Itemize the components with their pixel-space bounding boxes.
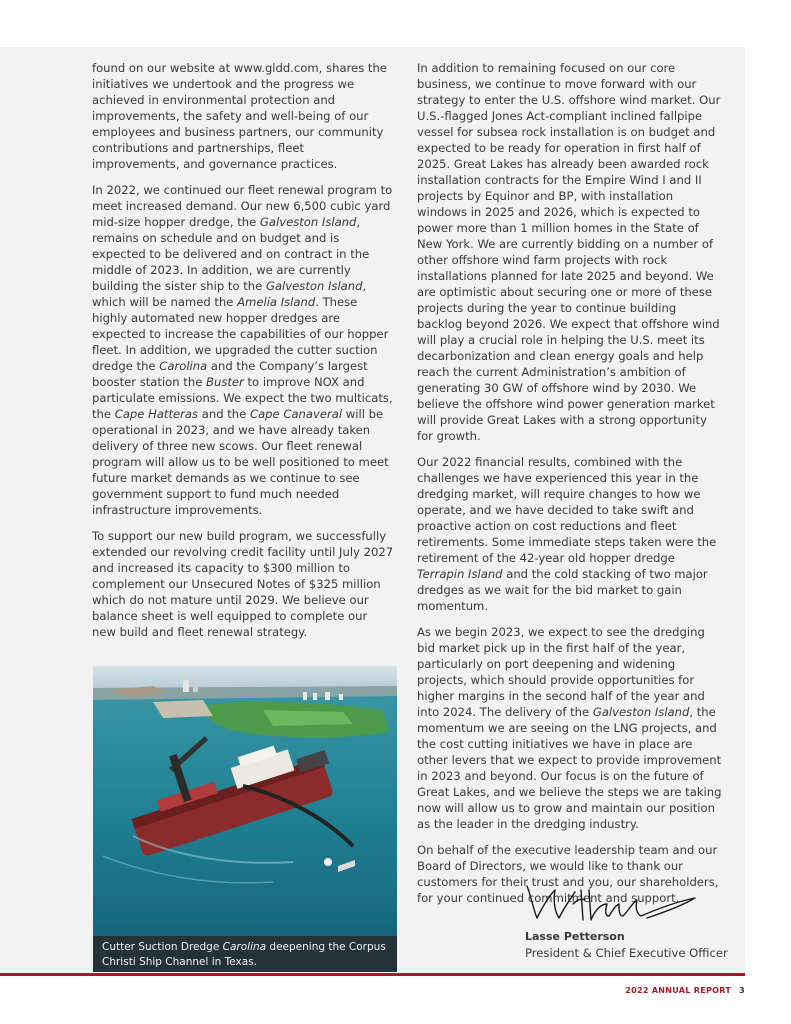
vessel-name: Terrapin Island	[417, 567, 503, 581]
right-paragraph-4: On behalf of the executive leadership team and our Board of Directors, we would like to thank our customers for their trust and you, our shareholders, for your continued commitment and support.	[417, 843, 719, 905]
text-run: will be operational in 2023, and we have already taken delivery of three new scows. Our fleet renewal program will allow us to be well positioned to meet future market demands as we continue to see government support to fund much needed infrastructure improvements.	[92, 407, 389, 517]
text-run: . These highly automated new hopper dredges are expected to increase the capabilities of our hopper fleet. In addition, we upgraded the cutter suction dredge the	[92, 295, 389, 373]
report-label: 2022 ANNUAL REPORT	[625, 986, 732, 995]
right-paragraph-2	[417, 454, 723, 614]
text-run: , the momentum we are seeing on the LNG projects, and the cost cutting initiatives we have in place are other levers that we expect to provide improvement in 2023 and beyond. Our focus is on the future of Great Lakes, and we believe the steps we are taking now will allow us to grow and maintain our position as the leader in the dredging industry.	[417, 705, 722, 831]
vessel-name: Galveston Island	[592, 705, 690, 719]
caption-text: Cutter Suction Dredge	[102, 941, 223, 953]
vessel-name: Amelia Island	[237, 295, 316, 309]
text-run: and the	[198, 407, 250, 421]
right-paragraph-3	[417, 624, 723, 832]
page-number: 3	[739, 986, 745, 995]
signatory-name: Lasse Petterson	[525, 930, 625, 943]
footer-rule	[0, 973, 745, 976]
vessel-name: Buster	[206, 375, 244, 389]
signature-image	[515, 880, 725, 930]
text-run: , remains on schedule and on budget and is expected to be delivered and on contract in the middle of 2023. In addition, we are currently building the sister ship to the	[92, 215, 370, 293]
left-paragraph-3: To support our new build program, we successfully extended our revolving credit facility until July 2027 and increased its capacity to $300 million to complement our Unsecured Notes of $325 million which do not mature until 2029. We believe our balance sheet is well equipped to complete our new build and fleet renewal strategy.	[92, 529, 394, 639]
text-run: Our 2022 financial results, combined with the challenges we have experienced this year in the dredging market, will require changes to how we operate, and we have decided to take swift and proactive action on cost reductions and fleet retirements. Some immediate steps taken were the retirement of the 42-year old hopper dredge	[417, 455, 717, 565]
vessel-name: Cape Canaveral	[249, 407, 343, 421]
left-paragraph-1: found on our website at www.gldd.com, shares the initiatives we undertook and the progress we achieved in environmental protection and improvements, the safety and well-being of our employees and business partners, our community contributions and partnerships, fleet improvements, and governance practices.	[92, 61, 387, 171]
caption-vessel-name: Carolina	[222, 941, 267, 953]
handwritten-signature	[515, 880, 725, 930]
page-footer	[625, 986, 745, 995]
text-run: and the Company’s largest booster station the	[92, 359, 368, 389]
text-run: In 2022, we continued our fleet renewal program to meet increased demand. Our new 6,500 cubic yard mid-size hopper dredge, the	[92, 183, 393, 229]
text-run: and the cold stacking of two major dredges as we wait for the bid market to gain momentum.	[417, 567, 708, 613]
vessel-name: Galveston Island	[259, 215, 357, 229]
caption-text: deepening the Corpus Christi Ship Channel in Texas.	[102, 941, 386, 968]
text-run: to improve NOX and particulate emissions. We expect the two multicats, the	[92, 375, 393, 421]
text-run: , which will be named the	[92, 279, 367, 309]
right-paragraph-1: In addition to remaining focused on our core business, we continue to move forward with our strategy to enter the U.S. offshore wind market. Our U.S.-flagged Jones Act-compliant inclined fallpipe vessel for subsea rock installation is on budget and expected to be ready for operation in first half of 2025. Great Lakes has already been awarded rock installation contracts for the Empire Wind I and II projects by Equinor and BP, with installation windows in 2025 and 2026, which is expected to power more than 1 million homes in the State of New York. We are currently bidding on a number of other offshore wind farm projects with rock installations planned for late 2025 and beyond. We are optimistic about securing one or more of these projects during the year to continue building backlog beyond 2026. We expect that offshore wind will play a crucial role in helping the U.S. meet its decarbonization and clean energy goals and help reach the current Administration’s ambition of generating 30 GW of offshore wind by 2030. We believe the offshore wind power generation market will provide Great Lakes with a strong opportunity for growth.	[417, 61, 721, 443]
photo-caption	[93, 936, 397, 972]
vessel-name: Cape Hatteras	[114, 407, 199, 421]
left-paragraph-2	[92, 182, 394, 518]
dredge-illustration	[93, 666, 397, 972]
vessel-name: Carolina	[159, 359, 208, 373]
signatory-title: President & Chief Executive Officer	[525, 946, 728, 960]
text-run: As we begin 2023, we expect to see the dredging bid market pick up in the first half of the year, particularly on port deepening and widening projects, which should provide opportunities for higher margins in the second half of the year and into 2024. The delivery of the	[417, 625, 705, 719]
dredge-photo	[93, 666, 397, 972]
right-column	[417, 60, 723, 916]
left-column	[92, 60, 394, 650]
vessel-name: Galveston Island	[265, 279, 363, 293]
